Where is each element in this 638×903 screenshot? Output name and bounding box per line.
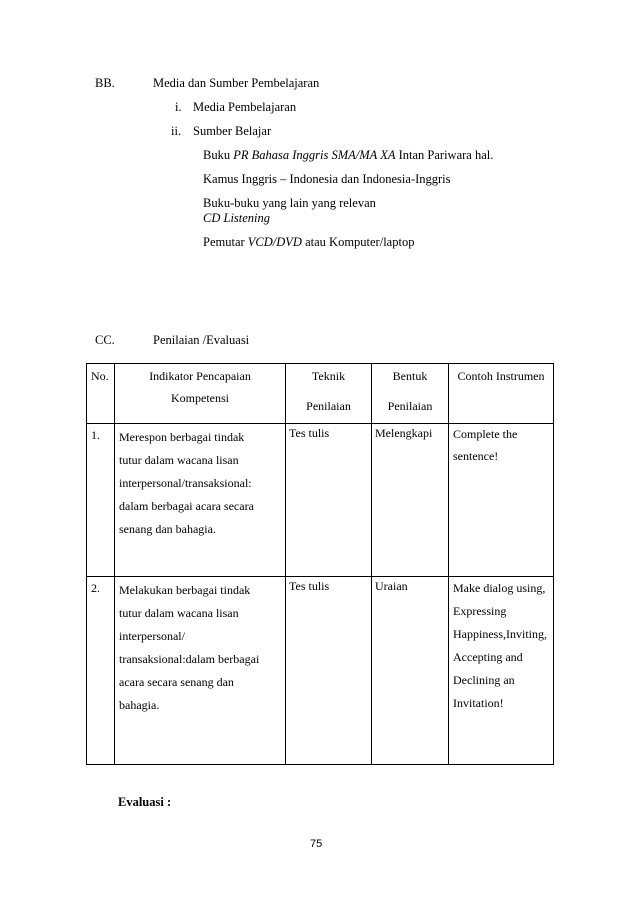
row-2-indikator-line: tutur dalam wacana lisan (119, 606, 239, 620)
header-teknik-line-1: Teknik (311, 369, 346, 383)
row-2-bentuk: Uraian (375, 579, 408, 593)
header-indikator-cell (115, 364, 286, 424)
row-2-no-cell (87, 577, 115, 765)
source-item-label: Sumber Belajar (193, 124, 272, 138)
header-bentuk-cell (372, 364, 449, 424)
source-book (203, 148, 493, 163)
section-bb-number: BB. (95, 76, 115, 90)
section-cc-title: Penilaian /Evaluasi (153, 333, 250, 347)
header-contoh-cell (449, 364, 554, 424)
row-1-bentuk: Melengkapi (375, 426, 433, 440)
section-bb-title: Media dan Sumber Pembelajaran (153, 76, 320, 90)
row-1-teknik-cell (286, 424, 372, 577)
row-2-no: 2. (91, 581, 100, 595)
row-2-contoh-cell (449, 577, 554, 765)
row-1-no: 1. (91, 428, 100, 442)
row-2-teknik: Tes tulis (289, 579, 330, 593)
row-1-teknik: Tes tulis (289, 426, 330, 440)
table-row (87, 577, 554, 765)
media-item-label: Media Pembelajaran (193, 100, 297, 114)
row-1-indikator-line: dalam berbagai acara secara (119, 499, 254, 513)
row-2-teknik-cell (286, 577, 372, 765)
row-2-contoh-line: Happiness,Inviting, (453, 627, 547, 641)
section-cc-number: CC. (95, 333, 115, 347)
header-contoh: Contoh Instrumen (457, 369, 545, 383)
row-2-indikator-line: transaksional:dalam berbagai (119, 652, 260, 666)
header-no: No. (91, 369, 109, 383)
evaluasi-heading: Evaluasi : (118, 795, 172, 809)
row-1-indikator-line: interpersonal/transaksional: (119, 476, 252, 490)
header-bentuk-line-1: Bentuk (392, 369, 428, 383)
assessment-table (86, 363, 554, 765)
row-1-no-cell (87, 424, 115, 577)
row-1-contoh-cell (449, 424, 554, 577)
row-2-indikator-line: Melakukan berbagai tindak (119, 583, 251, 597)
source-book-title: PR Bahasa Inggris SMA/MA XA (233, 148, 396, 162)
header-indikator-line-1: Indikator Pencapaian (149, 369, 251, 383)
row-1-contoh-line: sentence! (453, 449, 499, 463)
source-book-prefix: Buku (203, 148, 234, 162)
row-2-contoh-line: Accepting and (453, 650, 523, 664)
source-player-device: VCD/DVD (247, 235, 302, 249)
row-1-bentuk-cell (372, 424, 449, 577)
source-player-prefix: Pemutar (203, 235, 248, 249)
table-header-row (87, 364, 554, 424)
row-2-contoh-line: Declining an (453, 673, 515, 687)
row-2-indikator-line: interpersonal/ (119, 629, 185, 643)
row-2-indikator-line: bahagia. (119, 698, 160, 712)
source-item-number: ii. (171, 124, 182, 138)
source-other-books: Buku-buku yang lain yang relevan (203, 196, 376, 210)
source-book-suffix: Intan Pariwara hal. (395, 148, 494, 162)
source-player (203, 235, 414, 250)
source-player-suffix: atau Komputer/laptop (301, 235, 415, 249)
header-teknik-cell (286, 364, 372, 424)
header-teknik-line-2: Penilaian (306, 399, 351, 413)
row-1-indikator-line: tutur dalam wacana lisan (119, 453, 239, 467)
row-2-contoh-line: Invitation! (453, 696, 504, 710)
row-1-indikator-cell (115, 424, 286, 577)
header-indikator-line-2: Kompetensi (171, 391, 229, 405)
table-row (87, 424, 554, 577)
page-number: 75 (310, 838, 323, 850)
row-1-indikator-line: Merespon berbagai tindak (119, 430, 245, 444)
row-2-bentuk-cell (372, 577, 449, 765)
source-cd: CD Listening (203, 211, 271, 225)
header-bentuk-line-2: Penilaian (387, 399, 433, 413)
source-dictionary: Kamus Inggris – Indonesia dan Indonesia-Inggris (203, 172, 451, 186)
row-1-indikator-line: senang dan bahagia. (119, 522, 216, 536)
row-2-contoh-line: Make dialog using, (453, 581, 546, 595)
row-2-indikator-line: acara secara senang dan (119, 675, 234, 689)
row-2-indikator-cell (115, 577, 286, 765)
header-no-cell (87, 364, 115, 424)
row-1-contoh-line: Complete the (453, 427, 518, 441)
media-item-number: i. (175, 100, 182, 114)
row-2-contoh-line: Expressing (453, 604, 507, 618)
